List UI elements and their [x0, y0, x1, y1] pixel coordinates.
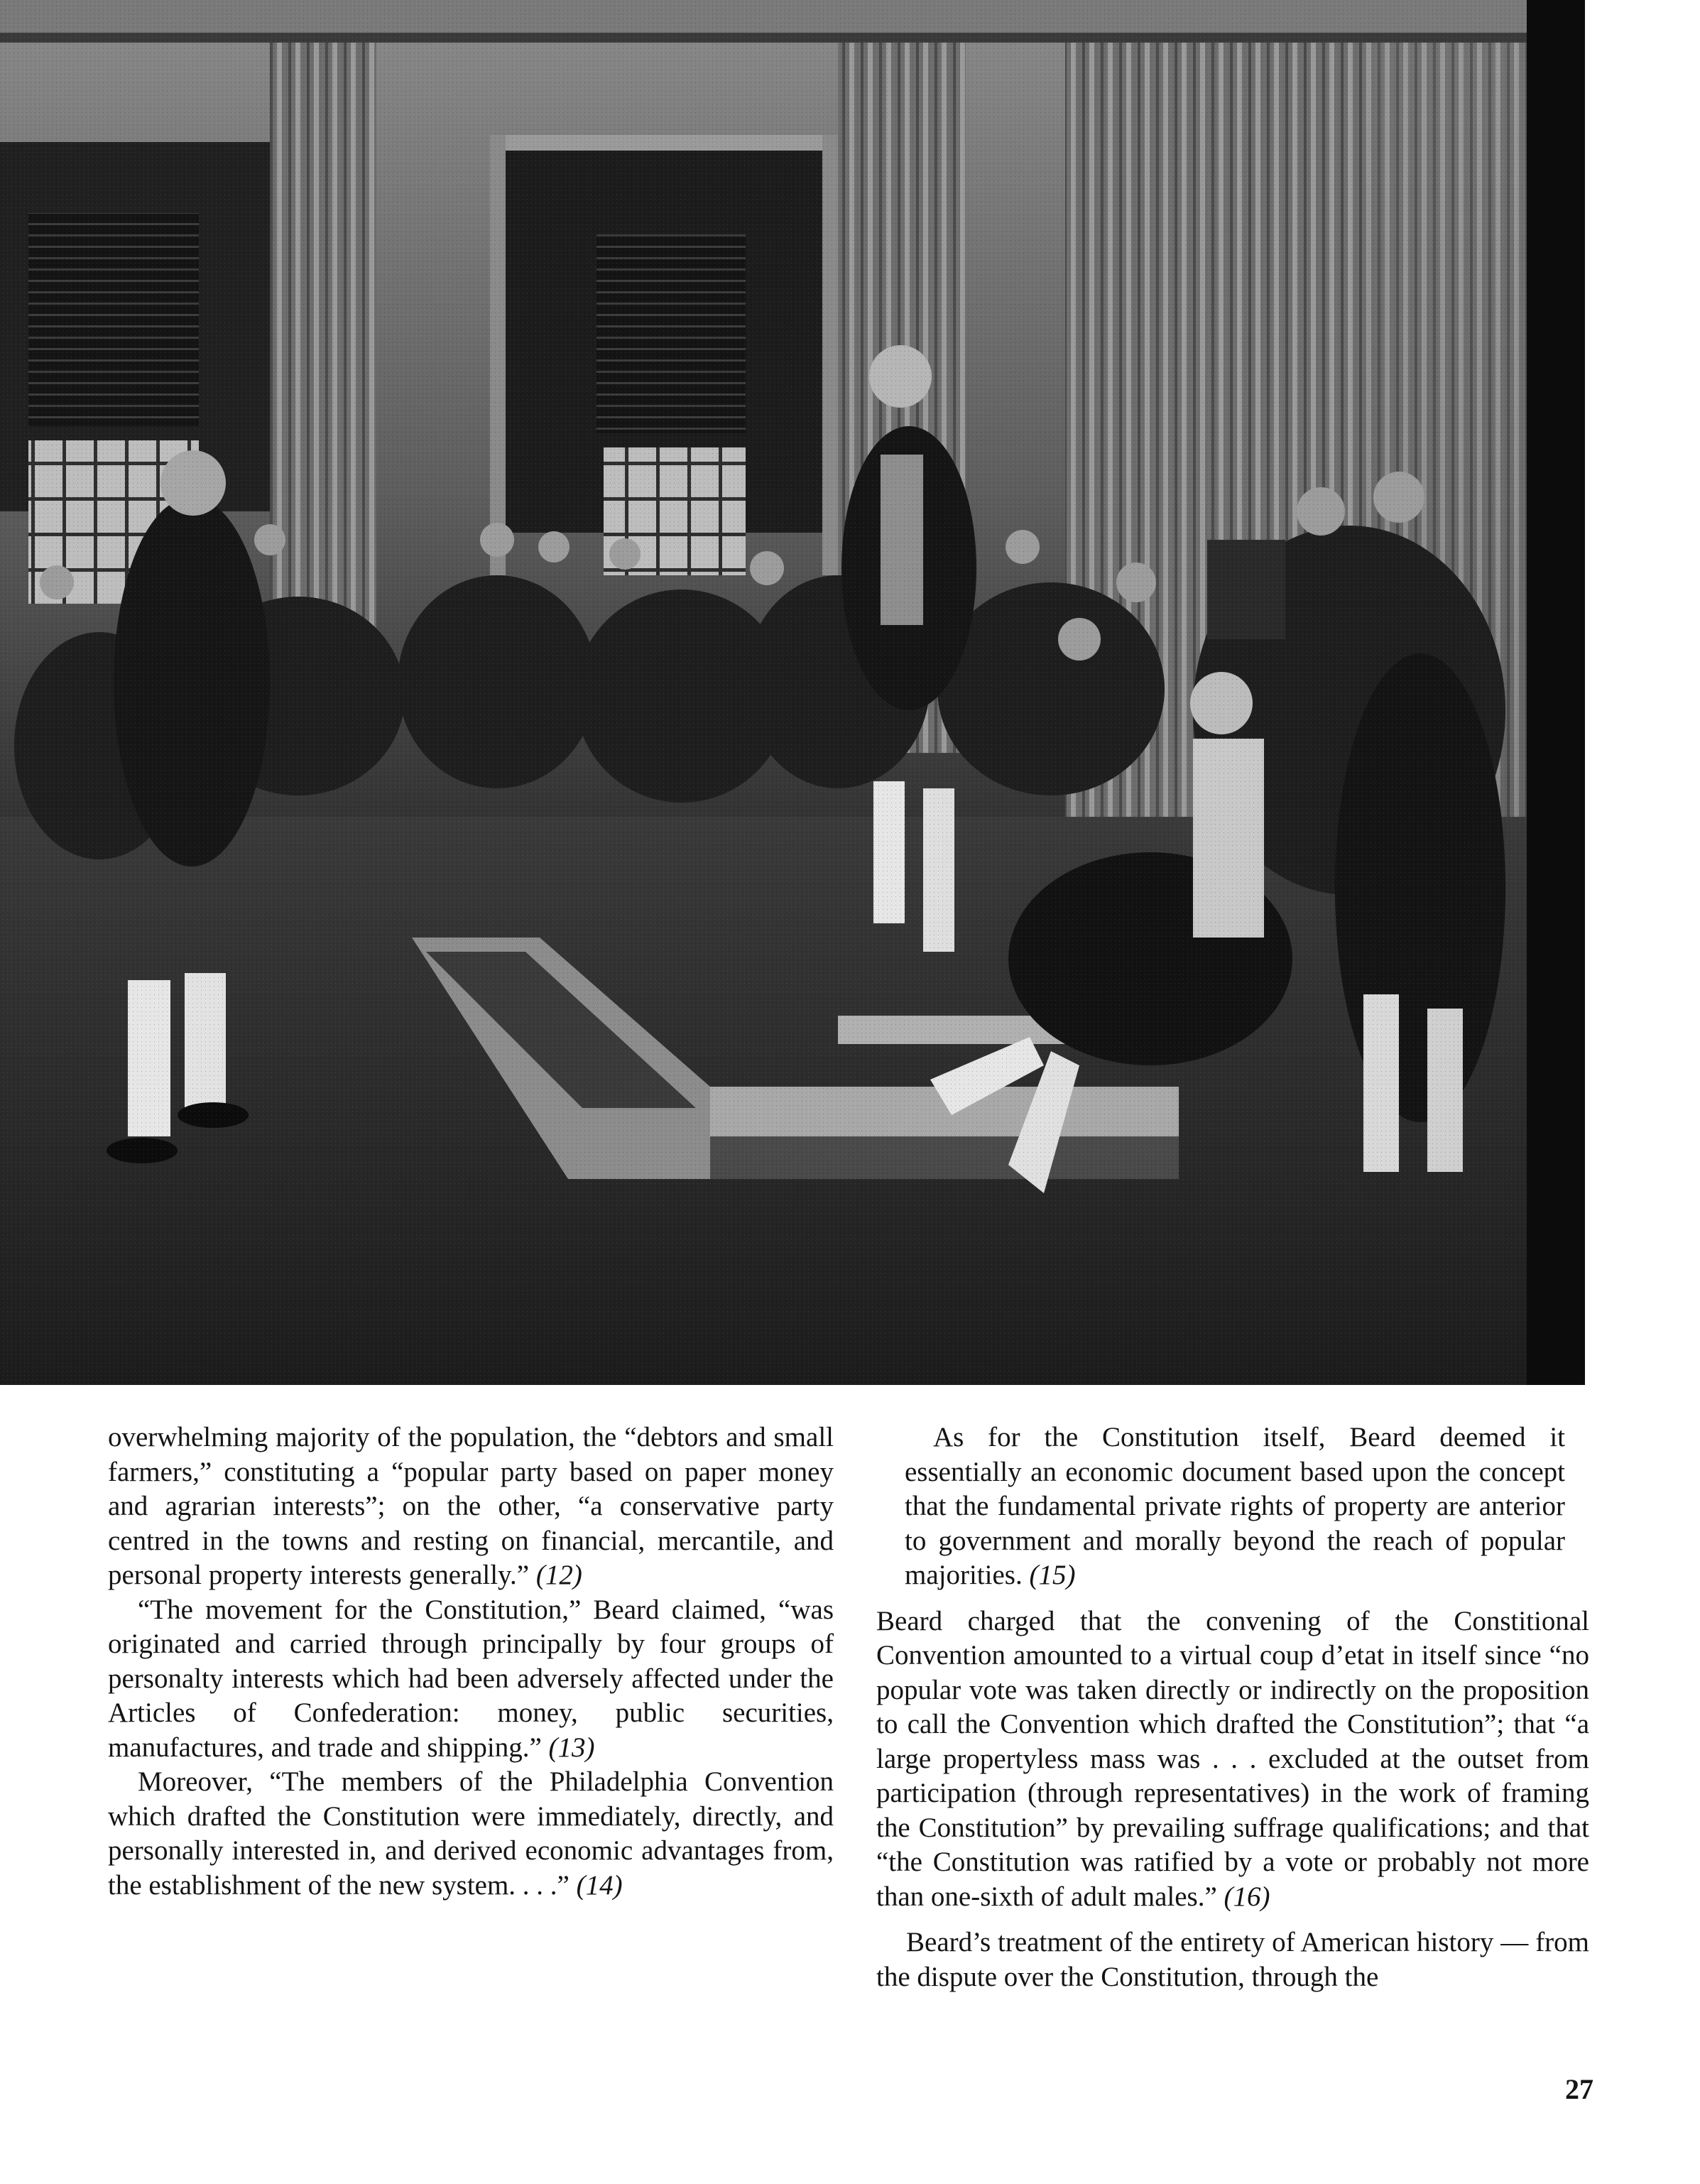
paragraph: “The movement for the Constitution,” Beard claimed, “was originated and carried through principally by four groups of personalty interests which had been adversely affected under the Articles of Confederation: money, public securities, manufactures, and trade and shipping.” (13) [108, 1594, 834, 1763]
page-number: 27 [1565, 2073, 1593, 2105]
footnote-ref: (15) [1029, 1560, 1076, 1590]
block-quote: As for the Constitution itself, Beard deemed it essentially an economic document based upon the concept that the fundamental private rights of property are anterior to government and morally beyond the reach of popular majorities. (15) [905, 1422, 1565, 1590]
footnote-ref: (13) [548, 1732, 595, 1763]
paragraph: Beard charged that the convening of the Constitional Convention amounted to a virtual coup d’etat in itself since “no popular vote was taken directly or indirectly on the proposition to call the Convention which drafted the Constitution”; that “a large propertyless mass was . . . excluded at the outset from participation (through representatives) in the work of framing the Constitution” by prevailing suffrage qualifications; and that “the Constitution was ratified by a vote or probably not more than one-sixth of adult males.” (16) [876, 1605, 1589, 1912]
left-column [108, 1420, 834, 1903]
paragraph: overwhelming majority of the population, the “debtors and small farmers,” constituting a “popular party based on paper money and agrarian interests”; on the other, “a conservative party centred in the towns and resting on financial, mercantile, and personal property interests generally.” (12) [108, 1422, 834, 1590]
footnote-ref: (16) [1224, 1881, 1270, 1912]
footnote-ref: (14) [576, 1869, 623, 1901]
paragraph: Beard’s treatment of the entirety of American history — from the dispute over the Constitution, through the [876, 1927, 1589, 1992]
paragraph: Moreover, “The members of the Philadelphia Convention which drafted the Constitution were immediately, directly, and personally interested in, and derived economic advantages from, the establishment of the new system. . . .” (14) [108, 1766, 834, 1901]
right-column [876, 1420, 1589, 1994]
footnote-ref: (12) [535, 1560, 582, 1590]
